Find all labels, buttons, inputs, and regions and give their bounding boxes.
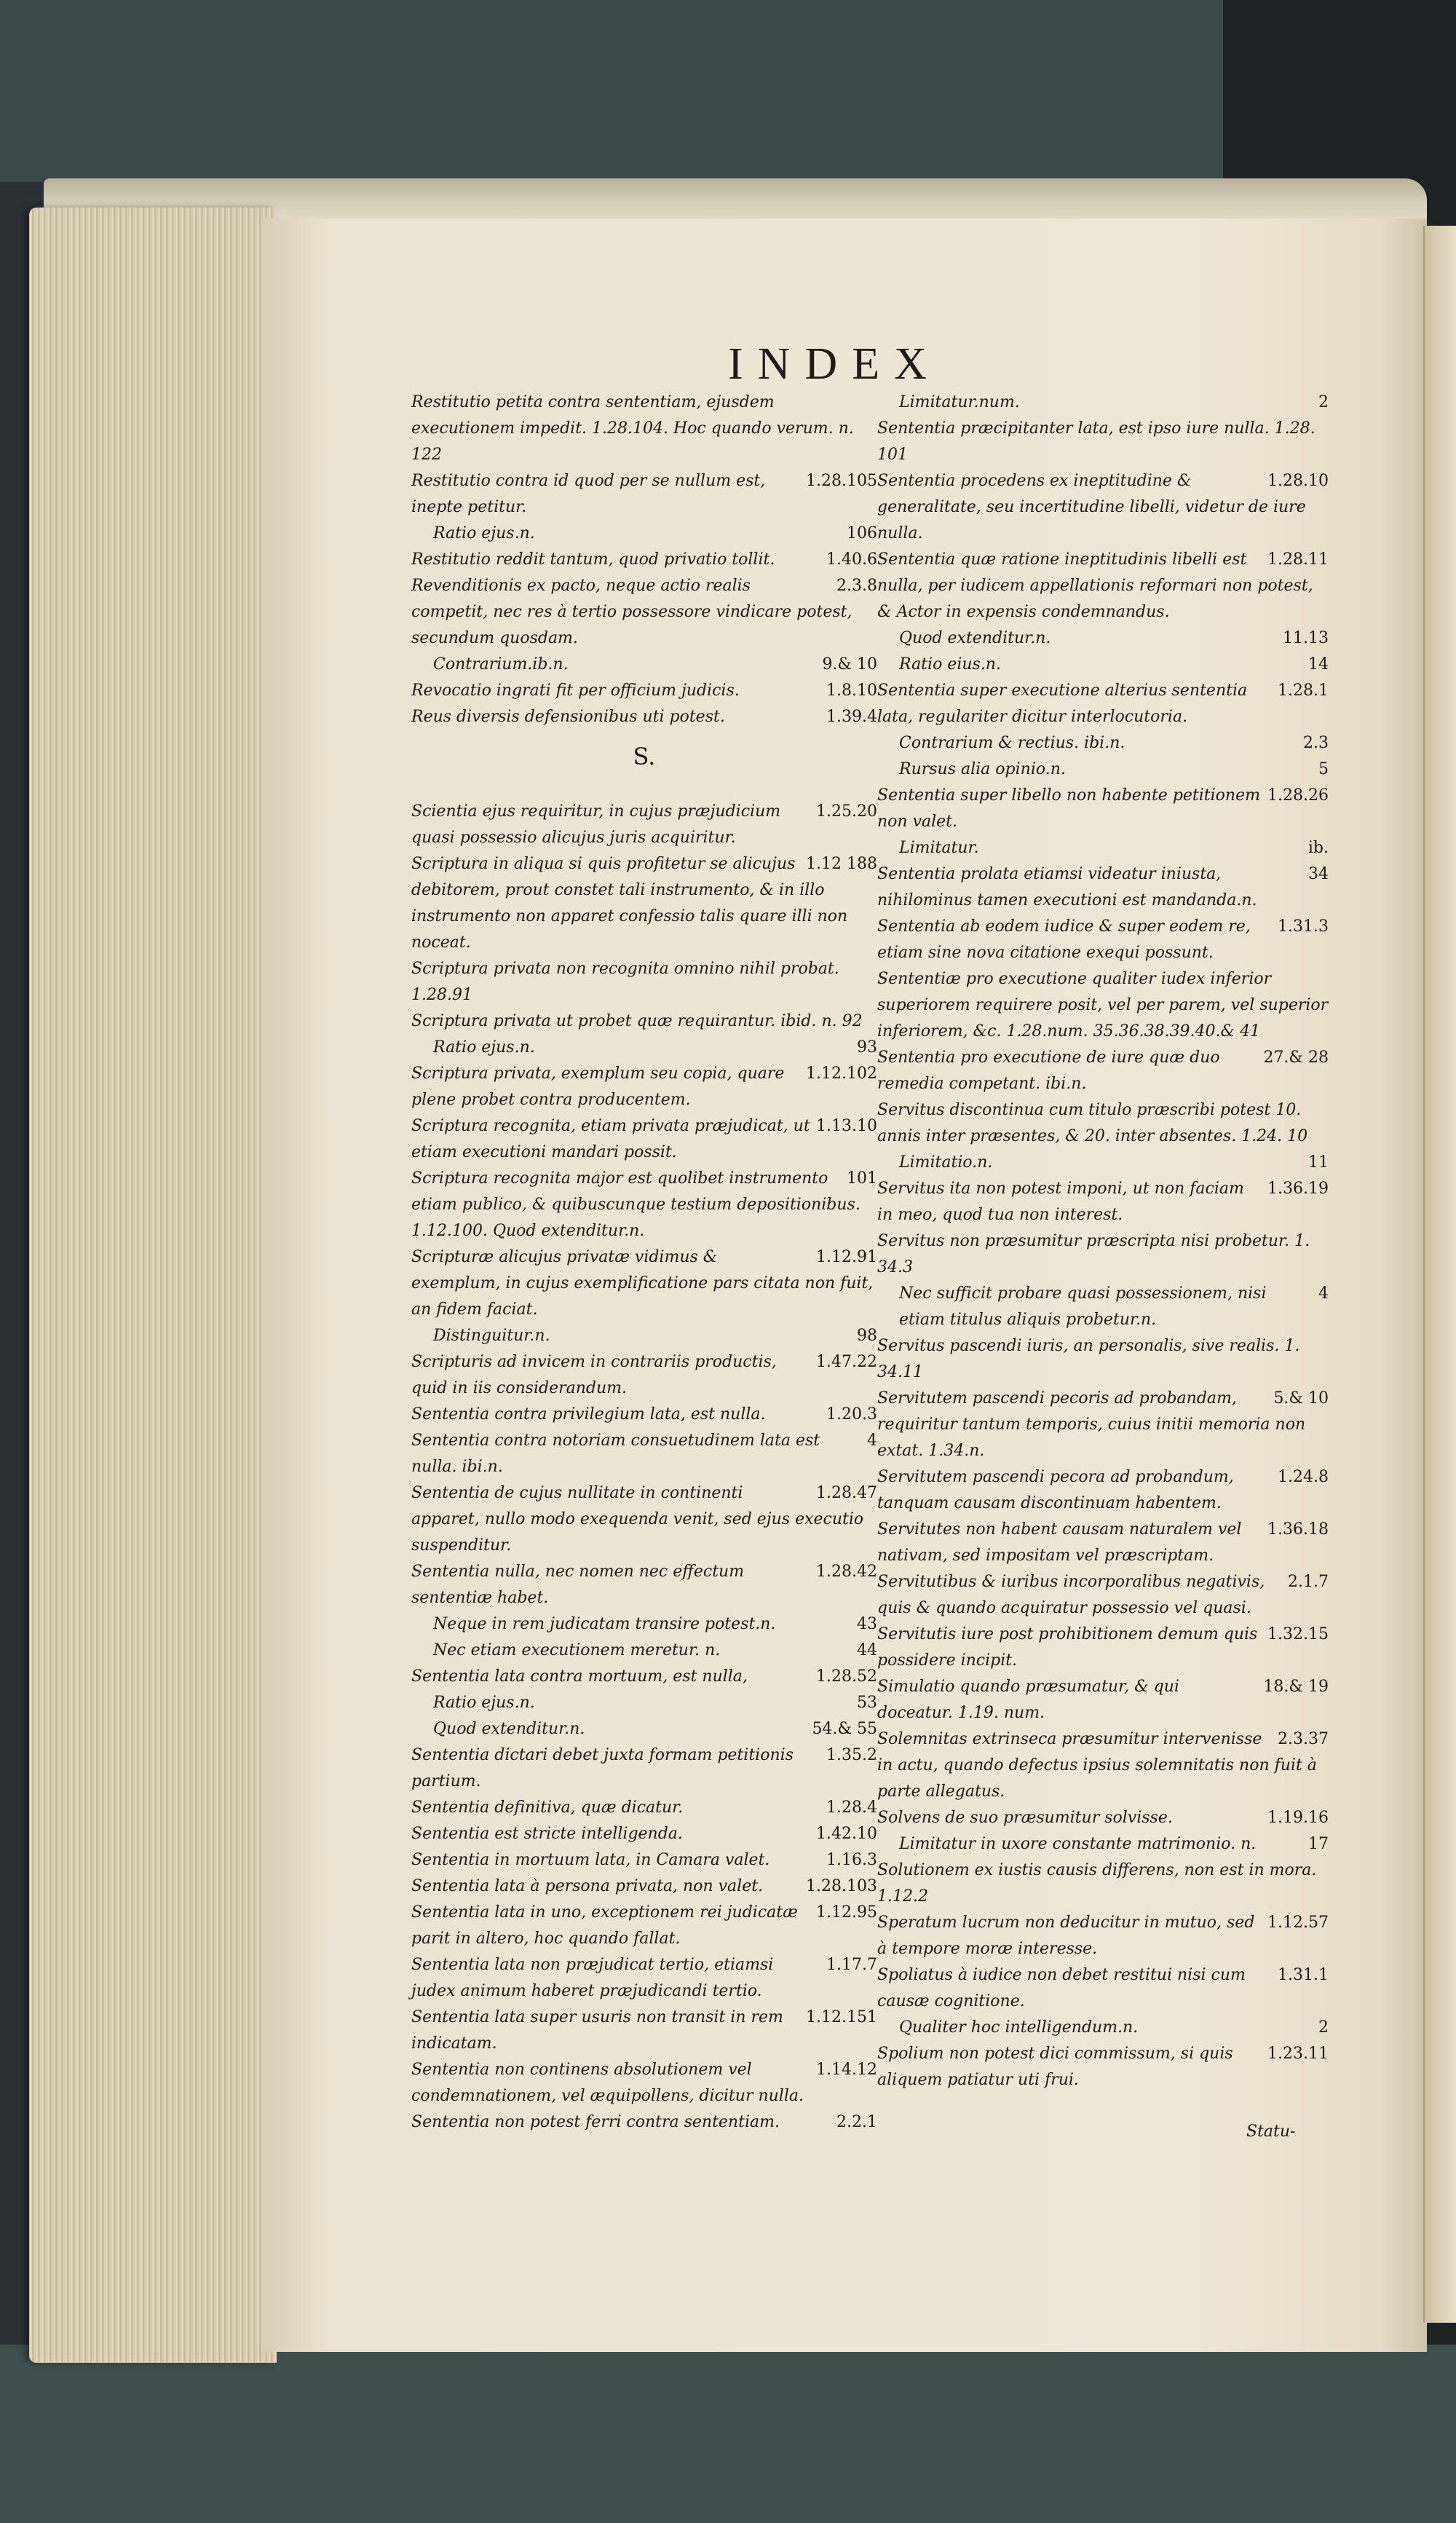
entry-reference: 1.39.4 [826, 708, 877, 726]
index-entry [877, 1045, 1329, 1097]
index-entry [877, 1097, 1329, 1150]
entry-reference: 1.16.3 [826, 1851, 877, 1869]
entry-reference: 1.28.26 [1267, 786, 1329, 805]
entry-reference: 2.3.37 [1278, 1730, 1329, 1748]
index-entry [411, 1402, 877, 1428]
index-entry [411, 851, 877, 956]
entry-text: Sententia de cujus nullitate in continenti apparet, nullo modo exequenda venit, sed ejus executio suspenditur. [411, 1484, 864, 1555]
entry-text: Sententia lata in uno, exceptionem rei judicatæ parit in altero, hoc quando fallat. [411, 1903, 798, 1948]
entry-reference: 98 [857, 1327, 877, 1345]
index-entry [877, 2041, 1329, 2093]
entry-text: Contrarium.ib.n. [433, 655, 569, 674]
index-subentry [411, 652, 877, 678]
entry-reference: 1.31.1 [1278, 1966, 1329, 1984]
entry-text: Scientia ejus requiritur, in cujus præjudicium quasi possessio alicujus juris acquiritur. [411, 802, 781, 847]
entry-text: Servitus pascendi iuris, an personalis, sive realis. 1. 34.11 [877, 1337, 1300, 1381]
index-entry [877, 547, 1329, 625]
index-subentry [877, 1150, 1329, 1176]
entry-text: Servitutem pascendi pecoris ad probandam, requiritur tantum temporis, cuius initii memoria non extat. 1.34.n. [877, 1389, 1306, 1460]
entry-text: Sententia contra privilegium lata, est nulla. [411, 1405, 766, 1424]
index-entry [411, 1821, 877, 1847]
index-entry [411, 468, 877, 521]
entry-reference: 1.28.1 [1278, 682, 1329, 700]
entry-text: Sententia lata super usuris non transit in rem indicatam. [411, 2008, 783, 2053]
cover-board-top [0, 0, 1223, 182]
index-entry [877, 966, 1329, 1045]
entry-reference: 1.28.103 [806, 1877, 877, 1895]
index-subentry [877, 652, 1329, 678]
index-entry [411, 547, 877, 573]
index-entry [411, 573, 877, 652]
entry-reference: 14 [1308, 655, 1329, 674]
entry-reference: 1.47.22 [816, 1353, 877, 1371]
entry-text: Sententia lata non præjudicat tertio, etiamsi judex animum haberet præjudicandi tertio. [411, 1956, 774, 2000]
entry-reference: 1.28.47 [816, 1484, 877, 1502]
index-entry [877, 1569, 1329, 1622]
entry-text: Sententia ab eodem iudice & super eodem re, etiam sine nova citatione exequi possunt. [877, 917, 1251, 962]
index-subentry [411, 1638, 877, 1664]
index-entry [877, 1176, 1329, 1228]
entry-text: Servitutis iure post prohibitionem demum quis possidere incipit. [877, 1625, 1258, 1670]
entry-reference: 2.1.7 [1288, 1573, 1329, 1591]
entry-text: Spolium non potest dici commissum, si quis aliquem patiatur uti frui. [877, 2045, 1233, 2089]
entry-text: Solutionem ex iustis causis differens, non est in mora. 1.12.2 [877, 1861, 1317, 1906]
entry-reference: 1.8.10 [826, 682, 877, 700]
index-entry [411, 1166, 877, 1244]
running-head: INDEX [728, 339, 941, 389]
entry-text: Contrarium & rectius. ibi.n. [899, 734, 1125, 752]
entry-text: Sententia in mortuum lata, in Camara valet. [411, 1851, 770, 1869]
entry-reference: 1.28.4 [826, 1799, 877, 1817]
index-subentry [411, 1690, 877, 1716]
entry-reference: 1.25.20 [816, 802, 877, 821]
entry-text: Solvens de suo præsumitur solvisse. [877, 1809, 1173, 1827]
entry-text: Sententia prolata etiamsi videatur iniusta, nihilominus tamen executioni est mandanda.n. [877, 865, 1257, 909]
index-subentry [877, 625, 1329, 652]
entry-reference: 1.31.3 [1278, 917, 1329, 936]
index-entry [411, 2109, 877, 2136]
entry-text: Reus diversis defensionibus uti potest. [411, 708, 725, 726]
index-subentry [877, 390, 1329, 416]
index-entry [411, 390, 877, 468]
entry-reference: 1.28.52 [816, 1667, 877, 1686]
entry-text: Qualiter hoc intelligendum.n. [899, 2018, 1139, 2037]
entry-reference: 2.2.1 [836, 2113, 877, 2131]
entry-reference: 1.12.95 [816, 1903, 877, 1922]
entry-text: Sententia non continens absolutionem vel condemnationem, vel æquipollens, dicitur nulla. [411, 2061, 804, 2105]
entry-text: Servitutes non habent causam naturalem vel nativam, sed impositam vel præscriptam. [877, 1520, 1242, 1565]
index-subentry [877, 835, 1329, 861]
entry-text: Sententia lata à persona privata, non valet. [411, 1877, 764, 1895]
entry-text: Servitus non præsumitur præscripta nisi probetur. 1. 34.3 [877, 1232, 1310, 1276]
index-entry [877, 416, 1329, 468]
entry-text: Scriptura in aliqua si quis profitetur se alicujus debitorem, prout constet tali instrumento, & in illo instrumento non apparet confessio talis quare illi non noceat. [411, 855, 848, 952]
entry-text: Scripturæ alicujus privatæ vidimus & exemplum, in cujus exemplificatione pars citata non fuit, an fidem faciat. [411, 1248, 874, 1319]
entry-text: Sententia præcipitanter lata, est ipso iure nulla. 1.28. 101 [877, 419, 1315, 464]
index-entry [411, 1113, 877, 1166]
entry-text: Revenditionis ex pacto, neque actio realis competit, nec res à tertio possessore vindicare potest, secundum quosdam. [411, 577, 852, 647]
entry-text: Limitatur. [899, 839, 979, 857]
index-entry [877, 1805, 1329, 1831]
index-entry [411, 1952, 877, 2005]
index-entry [411, 1428, 877, 1480]
entry-reference: 1.17.7 [826, 1956, 877, 1974]
entry-reference: 101 [847, 1169, 877, 1188]
entry-text: Servitus discontinua cum titulo præscribi potest 10. annis inter præsentes, & 20. inter absentes. 1.24. 10 [877, 1101, 1308, 1145]
entry-reference: 2.3.8 [836, 577, 877, 595]
entry-reference: 1.42.10 [816, 1825, 877, 1843]
entry-reference: 1.24.8 [1278, 1468, 1329, 1486]
left-index-column [411, 390, 877, 2136]
entry-text: Sententia contra notoriam consuetudinem lata est nulla. ibi.n. [411, 1432, 820, 1476]
entry-text: Speratum lucrum non deducitur in mutuo, sed à tempore moræ interesse. [877, 1914, 1255, 1958]
next-page-edge [1423, 226, 1456, 2323]
index-entry [877, 1910, 1329, 1962]
entry-text: Scriptura recognita, etiam privata præjudicat, ut etiam executioni mandari possit. [411, 1117, 810, 1161]
entry-reference: 1.32.15 [1267, 1625, 1329, 1643]
entry-text: Sententia quæ ratione ineptitudinis libelli est nulla, per iudicem appellationis reformari non potest, & Actor in expensis condemnandus. [877, 550, 1313, 621]
entry-reference: 11.13 [1283, 629, 1329, 647]
section-letter: S. [633, 743, 656, 770]
entry-reference: 1.20.3 [826, 1405, 877, 1424]
entry-text: Sententia nulla, nec nomen nec effectum sententiæ habet. [411, 1563, 745, 1607]
index-entry [411, 956, 877, 1008]
entry-reference: 4 [1318, 1284, 1329, 1303]
index-entry [877, 1857, 1329, 1910]
index-entry [877, 861, 1329, 914]
entry-reference: 1.40.6 [826, 550, 877, 569]
entry-text: Distinguitur.n. [433, 1327, 550, 1345]
index-subentry [877, 1281, 1329, 1333]
entry-text: Sententia lata contra mortuum, est nulla, [411, 1667, 748, 1686]
entry-reference: 17 [1308, 1835, 1329, 1853]
entry-reference: 106 [847, 524, 877, 542]
entry-text: Servitus ita non potest imponi, ut non faciam in meo, quod tua non interest. [877, 1180, 1244, 1224]
entry-text: Sententia definitiva, quæ dicatur. [411, 1799, 684, 1817]
entry-text: Limitatio.n. [899, 1153, 993, 1172]
entry-text: Rursus alia opinio.n. [899, 760, 1066, 778]
index-entry [411, 704, 877, 730]
entry-text: Scriptura recognita major est quolibet instrumento etiam publico, & quibuscunque testium depositionibus. 1.12.100. Quod extenditur.n. [411, 1169, 860, 1240]
entry-text: Quod extenditur.n. [433, 1720, 585, 1738]
entry-text: Spoliatus à iudice non debet restitui nisi cum causæ cognitione. [877, 1966, 1246, 2010]
entry-text: Simulatio quando præsumatur, & qui doceatur. 1.19. num. [877, 1678, 1179, 1722]
index-entry [877, 1622, 1329, 1674]
entry-reference: 5 [1318, 760, 1329, 778]
entry-reference: 93 [857, 1038, 877, 1057]
index-subentry [877, 2015, 1329, 2041]
index-subentry [411, 521, 877, 547]
index-subentry [411, 1323, 877, 1349]
entry-reference: 2.3 [1303, 734, 1329, 752]
entry-reference: 1.23.11 [1267, 2045, 1329, 2063]
entry-reference: 1.28.11 [1267, 550, 1329, 569]
entry-text: Sententia non potest ferri contra sententiam. [411, 2113, 780, 2131]
entry-text: Scripturis ad invicem in contrariis productis, quid in iis considerandum. [411, 1353, 777, 1397]
index-entry [411, 1244, 877, 1323]
index-entry [877, 1674, 1329, 1726]
index-entry [411, 2057, 877, 2109]
index-entry [877, 1962, 1329, 2015]
entry-text: Sententia procedens ex ineptitudine & generalitate, seu incertitudine libelli, videtur de iure nulla. [877, 472, 1306, 542]
entry-text: Scriptura privata ut probet quæ requirantur. ibid. n. 92 [411, 1012, 863, 1030]
entry-text: Limitatur in uxore constante matrimonio. n. [899, 1835, 1257, 1853]
entry-text: Scriptura privata, exemplum seu copia, quare plene probet contra producentem. [411, 1065, 785, 1109]
entry-text: Limitatur.num. [899, 393, 1020, 411]
entry-reference: 44 [857, 1641, 877, 1659]
entry-text: Quod extenditur.n. [899, 629, 1051, 647]
entry-reference: 11 [1308, 1153, 1329, 1172]
index-subentry [877, 730, 1329, 757]
entry-reference: 1.28.42 [816, 1563, 877, 1581]
right-index-column [877, 390, 1329, 2093]
index-entry [411, 1847, 877, 1874]
index-entry [411, 1008, 877, 1035]
entry-text: Nec etiam executionem meretur. n. [433, 1641, 721, 1659]
index-entry [411, 1559, 877, 1611]
index-entry [411, 1480, 877, 1559]
index-entry [877, 468, 1329, 547]
catchword: Statu- [1246, 2123, 1296, 2141]
entry-reference: 2 [1318, 393, 1329, 411]
index-entry [411, 799, 877, 851]
index-entry [877, 1228, 1329, 1281]
index-entry [411, 1742, 877, 1795]
index-subentry [411, 1035, 877, 1061]
index-entry [877, 1464, 1329, 1517]
index-entry [411, 1061, 877, 1113]
entry-reference: 9.& 10 [822, 655, 877, 674]
cover-board-bottom [0, 2345, 1456, 2523]
entry-reference: 54.& 55 [812, 1720, 877, 1738]
entry-text: Ratio eius.n. [899, 655, 1001, 674]
entry-reference: 1.36.18 [1267, 1520, 1329, 1539]
entry-text: Sententia super libello non habente petitionem non valet. [877, 786, 1260, 831]
page-edges [29, 208, 277, 2363]
entry-reference: 1.36.19 [1267, 1180, 1329, 1198]
entry-reference: 1.28.105 [806, 472, 877, 490]
entry-text: Sententiæ pro executione qualiter iudex inferior superiorem requirere posit, vel per parem, vel superior inferiorem, &c. 1.28.num. 35.36.38.39.40.& 41 [877, 970, 1329, 1041]
index-entry [411, 1349, 877, 1402]
entry-reference: 1.13.10 [816, 1117, 877, 1135]
entry-text: Sententia pro executione de iure quæ duo remedia competant. ibi.n. [877, 1049, 1220, 1093]
index-entry [411, 1900, 877, 1952]
entry-text: Ratio ejus.n. [433, 524, 535, 542]
entry-text: Scriptura privata non recognita omnino nihil probat. 1.28.91 [411, 960, 839, 1004]
entry-reference: 18.& 19 [1263, 1678, 1329, 1696]
entry-text: Neque in rem judicatam transire potest.n. [433, 1615, 776, 1633]
entry-reference: 1.12 188 [806, 855, 877, 873]
entry-text: Sententia super executione alterius sententia lata, regulariter dicitur interlocutoria. [877, 682, 1248, 726]
index-entry [411, 2005, 877, 2057]
entry-reference: 1.12.57 [1267, 1914, 1329, 1932]
entry-reference: 27.& 28 [1263, 1049, 1329, 1067]
index-entry [411, 1795, 877, 1821]
entry-text: Sententia dictari debet juxta formam petitionis partium. [411, 1746, 794, 1790]
entry-text: Ratio ejus.n. [433, 1038, 535, 1057]
entry-text: Sententia est stricte intelligenda. [411, 1825, 683, 1843]
index-entry [411, 678, 877, 704]
entry-text: Solemnitas extrinseca præsumitur intervenisse in actu, quando defectus ipsius solemnitatis non fuit à parte allegatus. [877, 1730, 1317, 1801]
entry-text: Restitutio reddit tantum, quod privatio tollit. [411, 550, 775, 569]
index-entry [877, 1386, 1329, 1464]
entry-text: Restitutio petita contra sententiam, ejusdem executionem impedit. 1.28.104. Hoc quando verum. n. 122 [411, 393, 854, 464]
entry-reference: 43 [857, 1615, 877, 1633]
entry-reference: 2 [1318, 2018, 1329, 2037]
entry-reference: 1.12.102 [806, 1065, 877, 1083]
entry-text: Servitutibus & iuribus incorporalibus negativis, quis & quando acquiratur possessio vel quasi. [877, 1573, 1265, 1617]
entry-text: Revocatio ingrati fit per officium judicis. [411, 682, 740, 700]
entry-text: Servitutem pascendi pecora ad probandum, tanquam causam discontinuam habentem. [877, 1468, 1234, 1512]
entry-reference: 1.35.2 [826, 1746, 877, 1764]
entry-reference: 1.19.16 [1267, 1809, 1329, 1827]
entry-reference: 1.28.10 [1267, 472, 1329, 490]
entry-text: Ratio ejus.n. [433, 1694, 535, 1712]
index-entry [877, 1517, 1329, 1569]
index-entry [877, 783, 1329, 835]
index-entry [411, 1874, 877, 1900]
index-entry [877, 678, 1329, 730]
entry-text: Restitutio contra id quod per se nullum est, inepte petitur. [411, 472, 766, 516]
entry-reference: 1.14.12 [816, 2061, 877, 2079]
index-subentry [877, 757, 1329, 783]
entry-reference: 5.& 10 [1273, 1389, 1329, 1407]
index-entry [411, 1664, 877, 1690]
index-subentry [877, 1831, 1329, 1857]
entry-reference: ib. [1307, 839, 1329, 857]
entry-text: Nec sufficit probare quasi possessionem, nisi etiam titulus aliquis probetur.n. [899, 1284, 1267, 1329]
index-entry [877, 1333, 1329, 1386]
entry-reference: 53 [857, 1694, 877, 1712]
entry-reference: 1.12.151 [806, 2008, 877, 2026]
entry-reference: 1.12.91 [816, 1248, 877, 1266]
entry-reference: 4 [867, 1432, 877, 1450]
entry-reference: 34 [1308, 865, 1329, 883]
index-entry [877, 1726, 1329, 1805]
index-subentry [411, 1716, 877, 1742]
index-entry [877, 914, 1329, 966]
index-subentry [411, 1611, 877, 1638]
